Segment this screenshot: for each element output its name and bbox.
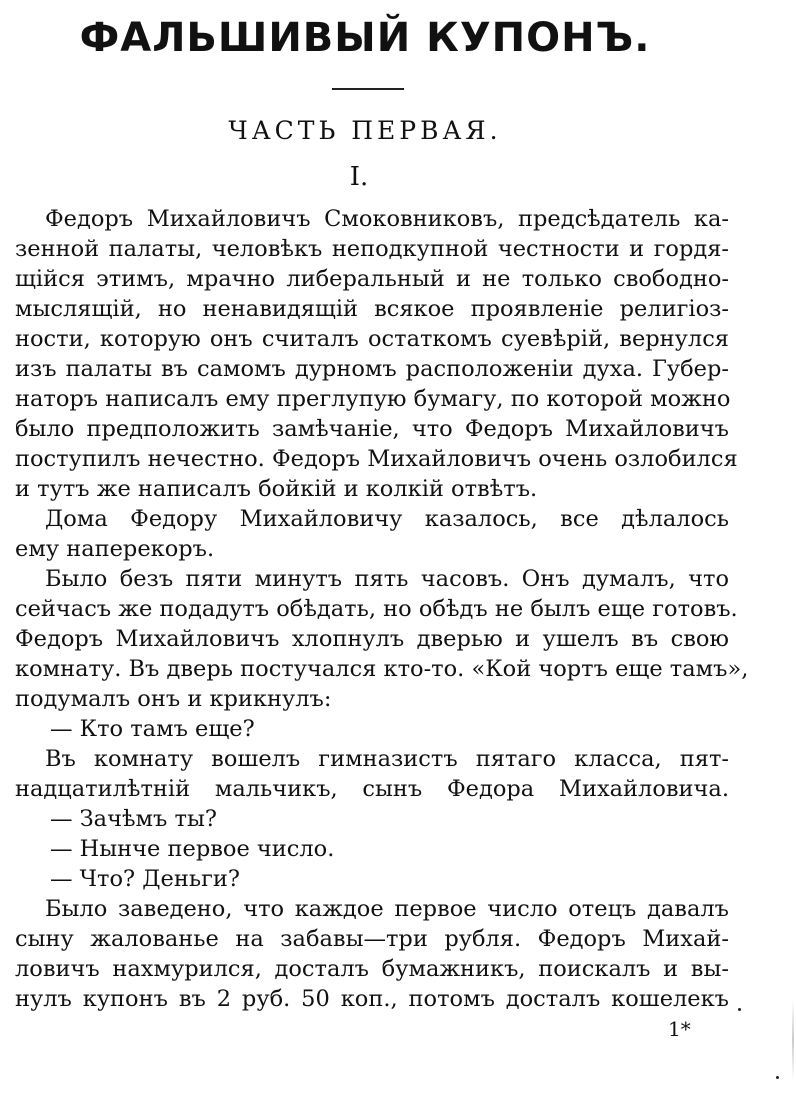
text-line: зенной палаты, человѣкъ неподкупной честности и гордя- (15, 236, 729, 262)
dialog-line: — Кто тамъ еще? (50, 716, 255, 742)
dialog-line: — Что? Деньги? (50, 866, 240, 892)
text-line: подумалъ онъ и крикнулъ: (15, 686, 332, 712)
text-line: Федоръ Михайловичъ Смоковниковъ, предсѣдатель ка- (45, 206, 729, 232)
text-line: поступилъ нечестно. Федоръ Михайловичъ очень озлобился (15, 446, 738, 472)
text-line: было предположить замѣчаніе, что Федоръ Михайловичъ (15, 416, 729, 442)
chapter-number: I. (349, 162, 369, 192)
text-line: Федоръ Михайловичъ хлопнулъ дверью и ушелъ въ свою (15, 626, 729, 652)
text-line: нулъ купонъ въ 2 руб. 50 коп., потомъ досталъ кошелекъ (15, 986, 729, 1012)
text-line: мыслящій, но ненавидящій всякое проявленіе религіоз- (15, 296, 729, 322)
text-line: надцатилѣтній мальчикъ, сынъ Федора Михайловича. (15, 776, 729, 802)
title-rule (332, 88, 404, 90)
text-line: и тутъ же написалъ бойкій и колкій отвѣтъ. (15, 476, 538, 502)
dialog-line: — Зачѣмъ ты? (50, 806, 217, 832)
ink-speck (738, 1008, 741, 1011)
story-title: ФАЛЬШИВЫЙ КУПОНЪ. (79, 15, 651, 61)
text-line: изъ палаты въ самомъ дурномъ расположеніи духа. Губер- (15, 356, 729, 382)
text-line: комнату. Въ дверь постучался кто-то. «Кой чортъ еще тамъ», (15, 656, 749, 682)
dialog-line: — Нынче первое число. (50, 836, 335, 862)
text-line: наторъ написалъ ему преглупую бумагу, по которой можно (15, 386, 731, 412)
text-line: Было безъ пяти минутъ пять часовъ. Онъ думалъ, что (45, 566, 729, 592)
text-line: ности, которую онъ считалъ остаткомъ суевѣрій, вернулся (15, 326, 729, 352)
part-heading: ЧАСТЬ ПЕРВАЯ. (228, 116, 502, 145)
page-edge-shadow (792, 1000, 794, 1080)
text-line: ему наперекоръ. (15, 536, 215, 562)
text-line: Дома Федору Михайловичу казалось, все дѣлалось (45, 506, 729, 532)
ink-speck (776, 1076, 779, 1079)
text-line: Въ комнату вошелъ гимназистъ пятаго класса, пят- (45, 746, 729, 772)
text-line: ловичъ нахмурился, досталъ бумажникъ, поискалъ и вы- (15, 956, 729, 982)
page-number: 1* (668, 1017, 691, 1041)
text-line: сейчасъ же подадутъ обѣдать, но обѣдъ не былъ еще готовъ. (15, 596, 738, 622)
text-line: щійся этимъ, мрачно либеральный и не только свободно- (15, 266, 729, 292)
text-line: Было заведено, что каждое первое число отецъ давалъ (45, 896, 729, 922)
text-line: сыну жалованье на забавы—три рубля. Федоръ Михай- (15, 926, 729, 952)
